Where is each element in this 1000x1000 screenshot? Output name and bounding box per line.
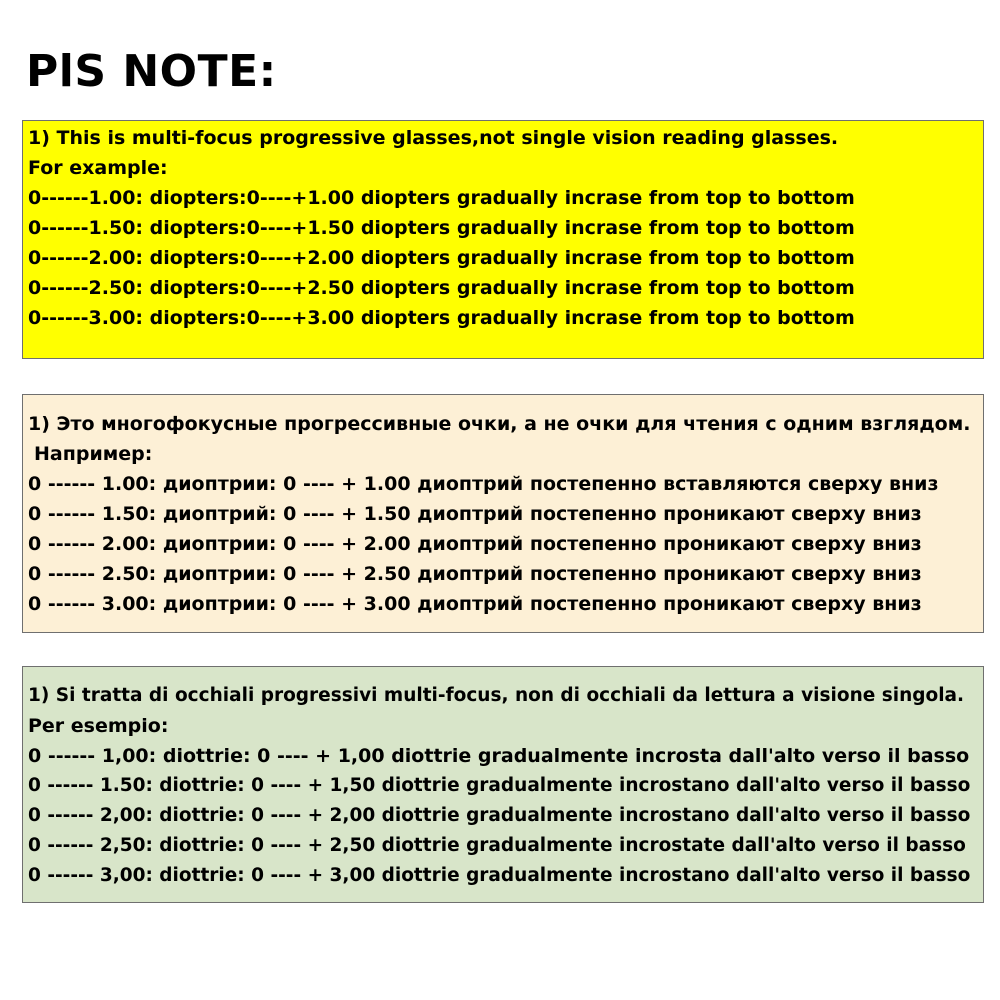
russian-intro-line: 1) Это многофокусные прогрессивные очки, а не очки для чтения с одним взглядом. <box>28 413 971 435</box>
italian-diopter-line: 0 ------ 2,50: diottrie: 0 ---- + 2,50 diottrie gradualmente incrostate dall'alto verso il basso <box>28 835 966 856</box>
russian-diopter-line: 0 ------ 2.50: диоптрии: 0 ---- + 2.50 диоптрий постепенно проникают сверху вниз <box>28 563 922 585</box>
english-diopter-line: 0------1.00: diopters:0----+1.00 diopters gradually incrase from top to bottom <box>28 187 855 209</box>
english-note-box <box>22 120 984 359</box>
italian-diopter-line: 0 ------ 1.50: diottrie: 0 ---- + 1,50 diottrie gradualmente incrostano dall'alto verso il basso <box>28 775 971 796</box>
english-example-label: For example: <box>28 157 168 179</box>
russian-diopter-line: 0 ------ 1.50: диоптрий: 0 ---- + 1.50 диоптрий постепенно проникают сверху вниз <box>28 503 922 525</box>
italian-note-box <box>22 666 984 903</box>
russian-diopter-line: 0 ------ 3.00: диоптрии: 0 ---- + 3.00 диоптрий постепенно проникают сверху вниз <box>28 593 922 615</box>
english-diopter-line: 0------1.50: diopters:0----+1.50 diopters gradually incrase from top to bottom <box>28 217 855 239</box>
italian-example-label: Per esempio: <box>28 715 169 737</box>
page-title: PlS NOTE: <box>26 46 277 97</box>
english-diopter-line: 0------2.00: diopters:0----+2.00 diopters gradually incrase from top to bottom <box>28 247 855 269</box>
italian-intro-line: 1) Si tratta di occhiali progressivi multi-focus, non di occhiali da lettura a visione singola. <box>28 685 965 706</box>
russian-diopter-line: 0 ------ 2.00: диоптрии: 0 ---- + 2.00 диоптрий постепенно проникают сверху вниз <box>28 533 922 555</box>
russian-diopter-line: 0 ------ 1.00: диоптрии: 0 ---- + 1.00 диоптрий постепенно вставляются сверху вниз <box>28 473 939 495</box>
italian-diopter-line: 0 ------ 3,00: diottrie: 0 ---- + 3,00 diottrie gradualmente incrostano dall'alto verso il basso <box>28 865 971 886</box>
english-diopter-line: 0------2.50: diopters:0----+2.50 diopters gradually incrase from top to bottom <box>28 277 855 299</box>
russian-example-label: Например: <box>34 443 153 465</box>
italian-diopter-line: 0 ------ 2,00: diottrie: 0 ---- + 2,00 diottrie gradualmente incrostano dall'alto verso il basso <box>28 805 971 826</box>
italian-diopter-line: 0 ------ 1,00: diottrie: 0 ---- + 1,00 diottrie gradualmente incrosta dall'alto verso il basso <box>28 745 970 767</box>
russian-note-box <box>22 394 984 633</box>
english-diopter-line: 0------3.00: diopters:0----+3.00 diopters gradually incrase from top to bottom <box>28 307 855 329</box>
english-intro-line: 1) This is multi-focus progressive glasses,not single vision reading glasses. <box>28 127 839 149</box>
